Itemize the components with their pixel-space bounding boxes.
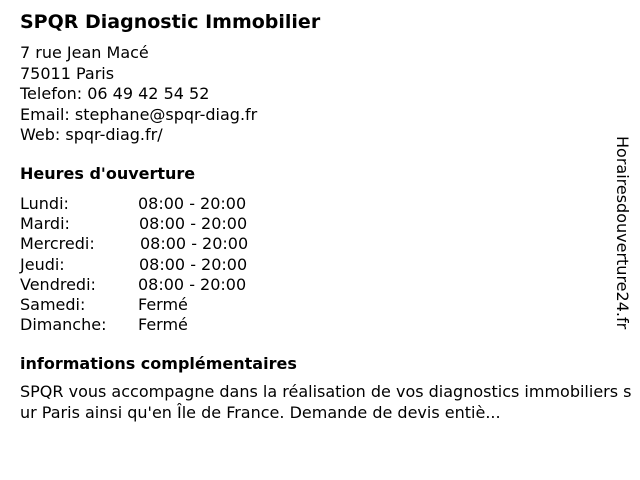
day-hours: Fermé (138, 315, 188, 335)
hours-row-monday (20, 194, 320, 214)
day-label: Mardi: (20, 214, 70, 234)
day-hours: 08:00 - 20:00 (138, 194, 247, 213)
day-hours: 08:00 - 20:00 (138, 274, 247, 294)
day-hours: 08:00 - 20:00 (139, 214, 248, 234)
day-label: Mercredi: (20, 234, 95, 254)
hours-row-thursday (20, 255, 320, 275)
hours-row-tuesday (20, 214, 320, 234)
day-hours: 08:00 - 20:00 (140, 234, 249, 254)
contact-block (20, 43, 257, 146)
hours-row-sunday (20, 315, 320, 335)
day-label: Lundi: (20, 194, 69, 213)
day-hours: Fermé (138, 294, 188, 314)
day-label: Dimanche: (20, 315, 107, 335)
website-address: Web: spqr-diag.fr/ (20, 125, 163, 144)
opening-hours-table (20, 194, 320, 335)
day-label: Vendredi: (20, 274, 96, 294)
email-address: Email: stephane@spqr-diag.fr (20, 104, 258, 124)
opening-hours-title: Heures d'ouverture (20, 164, 196, 183)
phone-number: Telefon: 06 49 42 54 52 (20, 84, 210, 103)
street-address: 7 rue Jean Macé (20, 43, 149, 62)
business-name: SPQR Diagnostic Immobilier (20, 11, 321, 33)
additional-info-text: SPQR vous accompagne dans la réalisation de vos diagnostics immobiliers sur Paris ainsi qu'en Île de France. Demande de devis entiè... (20, 382, 632, 422)
day-label: Samedi: (20, 294, 86, 314)
hours-row-friday (20, 275, 320, 295)
day-label: Jeudi: (20, 254, 65, 274)
day-hours: 08:00 - 20:00 (139, 254, 248, 274)
hours-row-wednesday (20, 234, 320, 254)
site-watermark: Horairesdouverture24.fr (613, 136, 632, 330)
city-address: 75011 Paris (20, 63, 115, 83)
hours-row-saturday (20, 295, 320, 315)
additional-info-title: informations complémentaires (20, 354, 297, 373)
